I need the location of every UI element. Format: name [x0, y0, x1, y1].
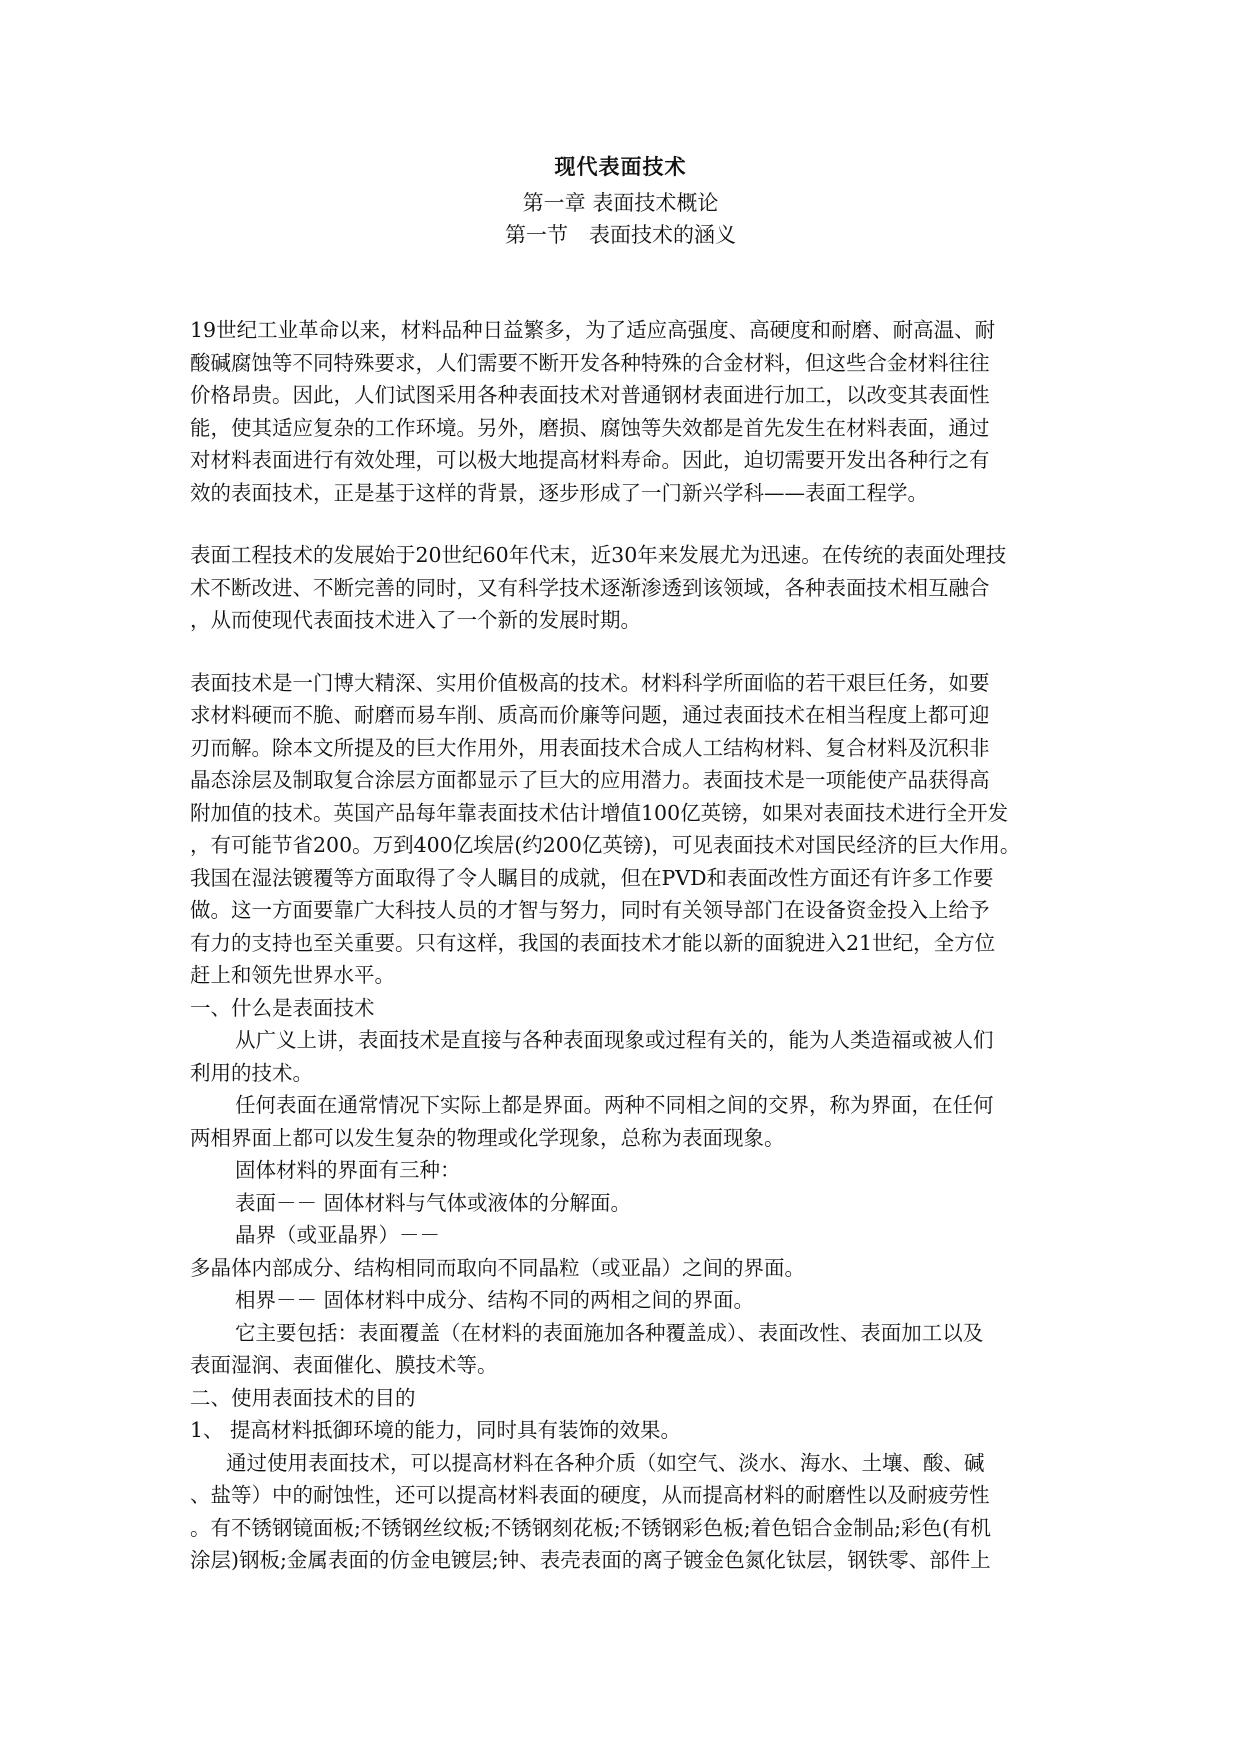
section-heading-what-is: 一、什么是表面技术 [190, 995, 375, 1020]
text-line: ，有可能节省200。万到400亿埃居(约200亿英镑)，可见表面技术对国民经济的巨大作用。 [190, 833, 1021, 857]
document-body [190, 314, 1070, 1577]
chapter-heading: 第一章 表面技术概论 [522, 191, 719, 215]
text-line: 表面技术是一门博大精深、实用价值极高的技术。材料科学所面临的若干艰巨任务，如要 [190, 670, 990, 695]
text-line: 效的表面技术，正是基于这样的背景，逐步形成了一门新兴学科——表面工程学。 [190, 480, 928, 505]
text-line: 附加值的技术。英国产品每年靠表面技术估计增值100亿英镑，如果对表面技术进行全开发 [190, 800, 1009, 825]
text-line: 晶态涂层及制取复合涂层方面都显示了巨大的应用潜力。表面技术是一项能使产品获得高 [190, 768, 990, 792]
text-line: 有力的支持也至关重要。只有这样，我国的表面技术才能以新的面貌进入21世纪，全方位 [190, 930, 996, 955]
section-heading-purpose: 二、使用表面技术的目的 [190, 1385, 416, 1410]
section-heading: 第一节 表面技术的涵义 [505, 223, 736, 247]
text-line: 表面湿润、表面催化、膜技术等。 [190, 1353, 498, 1377]
text-line: 我国在湿法镀覆等方面取得了令人瞩目的成就，但在PVD和表面改性方面还有许多工作要 [190, 865, 994, 890]
text-line: 两相界面上都可以发生复杂的物理或化学现象，总称为表面现象。 [190, 1125, 785, 1150]
text-line: 能，使其适应复杂的工作环境。另外，磨损、腐蚀等失效都是首先发生在材料表面，通过 [190, 415, 990, 440]
text-line: ，从而使现代表面技术进入了一个新的发展时期。 [190, 608, 641, 632]
text-line: 相界－－ 固体材料中成分、结构不同的两相之间的界面。 [235, 1288, 755, 1312]
text-line: 利用的技术。 [190, 1060, 313, 1085]
text-line: 做。这一方面要靠广大科技人员的才智与努力，同时有关领导部门在设备资金投入上给予 [190, 898, 990, 922]
text-line: 、盐等）中的耐蚀性，还可以提高材料表面的硬度，从而提高材料的耐磨性以及耐疲劳性 [190, 1483, 990, 1507]
text-line: 从广义上讲，表面技术是直接与各种表面现象或过程有关的，能为人类造福或被人们 [235, 1028, 994, 1052]
text-line: 涂层)钢板;金属表面的仿金电镀层;钟、表壳表面的离子镀金色氮化钛层，钢铁零、部件上 [190, 1548, 991, 1572]
text-line: 19世纪工业革命以来，材料品种日益繁多，为了适应高强度、高硬度和耐磨、耐高温、耐 [190, 318, 996, 342]
numbered-item-1: 1、 提高材料抵御环境的能力，同时具有装饰的效果。 [190, 1418, 682, 1442]
text-line: 求材料硬而不脆、耐磨而易车削、质高而价廉等问题，通过表面技术在相当程度上都可迎 [190, 703, 990, 727]
paragraph-gap [190, 509, 1070, 539]
text-line: 通过使用表面技术，可以提高材料在各种介质（如空气、淡水、海水、土壤、酸、碱 [226, 1450, 985, 1475]
text-line: 晶界（或亚晶界）－－ [235, 1223, 440, 1247]
text-line: 它主要包括：表面覆盖（在材料的表面施加各种覆盖成）、表面改性、表面加工以及 [235, 1320, 984, 1345]
book-title: 现代表面技术 [554, 154, 687, 179]
text-line: 。有不锈钢镜面板;不锈钢丝纹板;不锈钢刻花板;不锈钢彩色板;着色铝合金制品;彩色(有机 [190, 1515, 992, 1540]
text-line: 表面工程技术的发展始于20世纪60年代末，近30年来发展尤为迅速。在传统的表面处理技 [190, 543, 1007, 567]
text-line: 酸碱腐蚀等不同特殊要求，人们需要不断开发各种特殊的合金材料，但这些合金材料往往 [190, 350, 990, 375]
text-line: 固体材料的界面有三种： [235, 1158, 461, 1182]
text-line: 赶上和领先世界水平。 [190, 963, 395, 987]
text-line: 任何表面在通常情况下实际上都是界面。两种不同相之间的交界，称为界面，在任何 [235, 1093, 994, 1117]
text-line: 术不断改进、不断完善的同时，又有科学技术逐渐渗透到该领域，各种表面技术相互融合 [190, 575, 990, 600]
text-line: 表面－－ 固体材料与气体或液体的分解面。 [235, 1190, 632, 1215]
paragraph-gap [190, 637, 1070, 667]
text-line: 多晶体内部成分、结构相同而取向不同晶粒（或亚晶）之间的界面。 [190, 1255, 805, 1280]
text-line: 价格昂贵。因此，人们试图采用各种表面技术对普通钢材表面进行加工，以改变其表面性 [190, 383, 990, 407]
text-line: 刃而解。除本文所提及的巨大作用外，用表面技术合成人工结构材料、复合材料及沉积非 [190, 735, 990, 760]
text-line: 对材料表面进行有效处理，可以极大地提高材料寿命。因此，迫切需要开发出各种行之有 [190, 448, 990, 472]
